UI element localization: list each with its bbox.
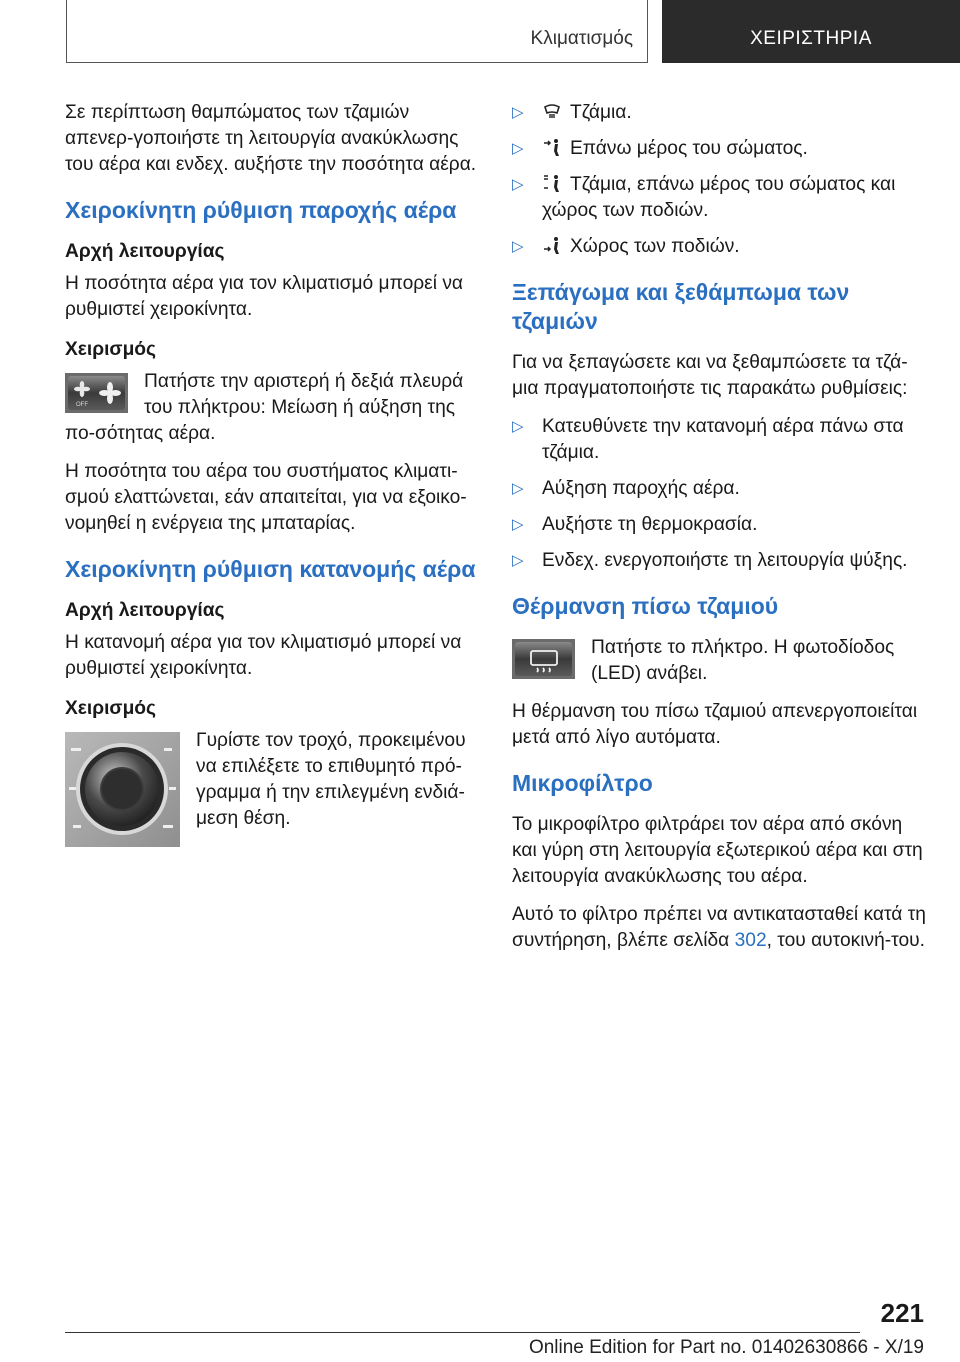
right-column — [512, 100, 932, 966]
defrost-list — [512, 414, 932, 574]
upper-body-airflow-icon — [542, 137, 562, 157]
airflow-button-image — [65, 373, 128, 418]
triangle-bullet-icon: ▷ — [512, 418, 524, 435]
rear-heating-button-text: Πατήστε το πλήκτρο. Η φωτοδίοδος (LED) ανάβει. — [591, 637, 895, 684]
subheading-principle-1: Αρχή λειτουργίας — [65, 241, 225, 262]
subheading-principle-2: Αρχή λειτουργίας — [65, 600, 225, 621]
defrost-intro: Για να ξεπαγώσετε και να ξεθαμπώσετε τα τζά-μια πραγματοποιήστε τις παρακάτω ρυθμίσεις: — [512, 352, 908, 399]
intro-paragraph: Σε περίπτωση θαμπώματος των τζαμιών απενερ-γοποιήστε τη λειτουργία ανακύκλωσης του αέρα και ενδεχ. αυξήστε την ποσότητα αέρα. — [65, 102, 477, 175]
list-item: ▷ Επάνω μέρος του σώματος. — [512, 136, 932, 162]
list-item: ▷ Τζάμια. — [512, 100, 932, 126]
windshield-icon — [542, 101, 562, 121]
section-manual-airflow-title: Χειροκίνητη ρύθμιση παροχής αέρα — [65, 197, 457, 223]
distribution-list — [512, 100, 932, 260]
list-item: ▷ Τζάμια, επάνω μέρος του σώματος και χώρος των ποδιών. — [512, 174, 896, 221]
distribution-knob-image — [65, 732, 180, 852]
page-link-302[interactable]: 302 — [734, 930, 767, 951]
principle-text-2: Η κατανομή αέρα για τον κλιματισμό μπορεί να ρυθμιστεί χειροκίνητα. — [65, 632, 462, 679]
triangle-bullet-icon: ▷ — [512, 480, 524, 497]
triangle-bullet-icon: ▷ — [512, 104, 524, 121]
triangle-bullet-icon: ▷ — [512, 552, 524, 569]
footer-edition: Online Edition for Part no. 01402630866 - X/19 — [528, 1337, 924, 1358]
subheading-operation-1: Χειρισμός — [65, 339, 157, 360]
triangle-bullet-icon: ▷ — [512, 140, 524, 157]
operation-text-1: Πατήστε την αριστερή ή δεξιά πλευρά του πλήκτρου: Μείωση ή αύξηση της πο-σότητας αέρα. — [65, 371, 464, 444]
section-manual-distribution-title: Χειροκίνητη ρύθμιση κατανομής αέρα — [65, 556, 476, 582]
page-number: 221 — [880, 1298, 924, 1328]
section-defrost-title: Ξεπάγωμα και ξεθάμπωμα των τζαμιών — [512, 279, 850, 334]
microfilter-text-1: Το μικροφίλτρο φιλτράρει τον αέρα από σκόνη και γύρη στη λειτουργία εξωτερικού αέρα και στη λειτουργία ανακύκλωσης του αέρα. — [512, 814, 923, 887]
windshield-upper-body-footwell-icon — [542, 173, 562, 193]
principle-text-1: Η ποσότητα αέρα για τον κλιματισμό μπορεί να ρυθμιστεί χειροκίνητα. — [65, 273, 463, 320]
subheading-operation-2: Χειρισμός — [65, 698, 157, 719]
footwell-airflow-icon — [542, 235, 562, 255]
triangle-bullet-icon: ▷ — [512, 516, 524, 533]
footer-divider — [65, 1332, 860, 1333]
off-label: OFF — [76, 402, 88, 408]
header-chapter-title: ΧΕΙΡΙΣΤΗΡΙΑ — [750, 28, 872, 49]
list-item: ▷ Αυξήστε τη θερμοκρασία. — [512, 512, 932, 538]
list-item: ▷ Κατευθύνετε την κατανομή αέρα πάνω στα τζάμια. — [512, 416, 904, 463]
microfilter-text-2: Αυτό το φίλτρο πρέπει να αντικατασταθεί κατά τη συντήρηση, βλέπε σελίδα 302, του αυτοκινή-του. — [512, 904, 926, 951]
header-section-title: Κλιματισμός — [530, 28, 633, 49]
section-microfilter-title: Μικροφίλτρο — [512, 770, 653, 796]
header-chapter-box — [662, 0, 960, 63]
header-section-box — [66, 0, 648, 63]
triangle-bullet-icon: ▷ — [512, 238, 524, 255]
list-item: ▷ Αύξηση παροχής αέρα. — [512, 476, 932, 502]
battery-note: Η ποσότητα του αέρα του συστήματος κλιματι-σμού ελαττώνεται, εάν απαιτείται, για να εξοικο-νομηθεί η ενέργεια της μπαταρίας. — [65, 461, 467, 534]
operation-text-2: Γυρίστε τον τροχό, προκειμένου να επιλέξετε το επιθυμητό πρό-γραμμα ή την επιλεγμένη ενδιά-μεση θέση. — [196, 730, 466, 829]
section-rear-window-heating-title: Θέρμανση πίσω τζαμιού — [512, 593, 779, 619]
list-item: ▷ Ενδεχ. ενεργοποιήστε τη λειτουργία ψύξης. — [512, 548, 932, 574]
triangle-bullet-icon: ▷ — [512, 176, 524, 193]
rear-window-button-image — [512, 639, 575, 684]
list-item: ▷ Χώρος των ποδιών. — [512, 234, 932, 260]
left-column — [65, 100, 480, 854]
rear-heating-note: Η θέρμανση του πίσω τζαμιού απενεργοποιείται μετά από λίγο αυτόματα. — [512, 701, 918, 748]
